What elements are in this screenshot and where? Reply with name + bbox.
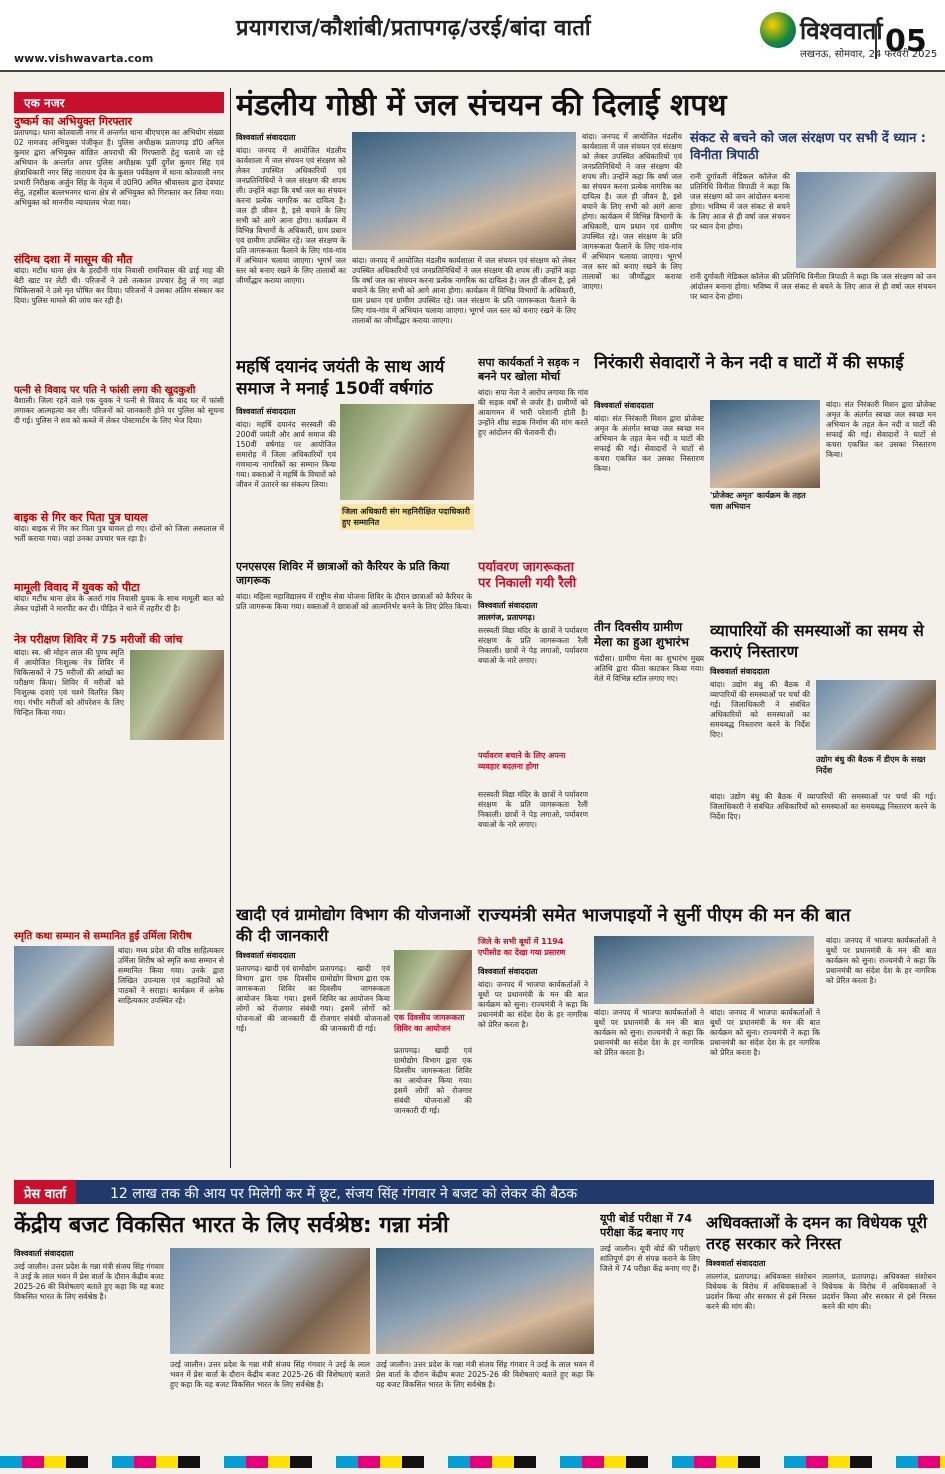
sidebox-text-2: रानी दुर्गावती मेडिकल कॉलेज की प्रतिनिधि विनीता त्रिपाठी ने कहा कि जल संरक्षण को जन आंदोलन बनाना होगा। भविष्य में जल संकट से बचने के लिए आज से ही वर्षा जल संचयन पर ध्यान देना होगा। bbox=[690, 272, 936, 301]
press-photo-2 bbox=[376, 1248, 594, 1354]
mannkibaat-headline: राज्यमंत्री समेत भाजपाइयों ने सुनीं पीएम की मन की बात bbox=[478, 905, 851, 926]
edition-title: प्रयागराज/कौशांबी/प्रतापगढ़/उरई/बांदा वार्ता bbox=[236, 16, 591, 41]
lead-headline: मंडलीय गोष्ठी में जल संचयन की दिलाई शपथ bbox=[236, 88, 727, 123]
ncc-headline: एनएसएस शिविर में छात्राओं को कैरियर के प्रति किया जागरूक bbox=[236, 560, 450, 587]
lead-text: बांदा। जनपद में आयोजित मंडलीय कार्यशाला में जल संचयन एवं संरक्षण को लेकर उपस्थित अधिकारियों एवं जनप्रतिनिधियों ने जल संरक्षण की शपथ ली। उन्होंने कहा कि वर्षा जल का संचयन करना प्रत्येक नागरिक का दायित्व है। जल ही जीवन है, इसे बचाने के लिए सभी को आगे आना होगा। कार्यक्रम में विभिन्न विभागों के अधिकारी, ग्राम प्रधान एवं ग्रामीण उपस्थित रहे। जल संरक्षण के प्रति जागरूकता फैलाने के लिए गांव-गांव में अभियान चलाया जाएगा। भूगर्भ जल स्तर को बनाए रखने के लिए तालाबों का जीर्णोद्धार कराया जाएगा। bbox=[236, 146, 346, 285]
mannkibaat-sub: जिले के सभी बूथों में 1194 एपीसोड का देखा गया प्रसारण bbox=[478, 937, 566, 957]
registration-color-strip bbox=[0, 1456, 945, 1468]
section-label: एक नजर bbox=[14, 92, 224, 113]
lead-byline: विश्ववार्ता संवाददाता bbox=[236, 133, 296, 142]
rally-text: सरस्वती विद्या मंदिर के छात्रों ने पर्यावरण संरक्षण के प्रति जागरूकता रैली निकाली। छात्रों ने पेड़ लगाओ, पर्यावरण बचाओ के नारे लगाए। bbox=[478, 626, 588, 665]
ncc-text: बांदा। महिला महाविद्यालय में राष्ट्रीय सेवा योजना शिविर के दौरान छात्राओं को कैरियर के प्रति जागरूक किया गया। वक्ताओं ने छात्राओं को आत्मनिर्भर बनने के लिए प्रेरित किया। bbox=[236, 592, 472, 611]
vyapari-text-2: बांदा। उद्योग बंधु की बैठक में व्यापारियों की समस्याओं पर चर्चा की गई। जिलाधिकारी ने संबंधित अधिकारियों को समस्याओं का समयबद्ध निस्तारण करने के निर्देश दिए। bbox=[710, 792, 936, 821]
sidebar-story-title: दुष्कर्म का अभियुक्त गिरफ्तार bbox=[14, 115, 132, 128]
arya-byline: विश्ववार्ता संवाददाता bbox=[236, 407, 296, 416]
sidebar-story-text: प्रतापगढ़। थाना कोतवाली नगर में अन्तर्गत थाना बीएचएस का अभियोग संख्या 02 नामजद अभियुक्त पंजीकृत है। पुलिस अधीक्षक प्रतापगढ़ डॉ0 अनिल कुमार द्वारा अभियुक्त वांछित अपराधी की गिरफ्तारी हेतु चलाये जा रहे अभियान के अन्तर्गत अपर पुलिस अधीक्षक पूर्वी दुर्गेश कुमार सिंह एवं क्षेत्राधिकारी नगर सिंह नारायण देव के कुशल पर्यवेक्षण में थाना कोतवाली नगर प्रभारी निरीक्षक अर्जुन सिंह के नेतृत्व में उ0नि0 अमित श्रीवास्तव द्वारा देवघाट सेतु, तहसील बल्लभनगर थाना क्षेत्र से अभियुक्त को गिरफ्तार कर लिया गया। अभियुक्त को माननीय न्यायालय भेजा गया। bbox=[14, 128, 224, 207]
eye-camp-photo bbox=[130, 650, 224, 740]
sidebar-story-text: बांदा। मटौंध थाना क्षेत्र के हरदौनी गांव निवासी रामनिवास की ढाई माह की बेटी खाट पर लेटी थी। परिजनों ने उसे तत्काल उपचार हेतु ले गए जहां चिकित्सकों ने उसे मृत घोषित कर दिया। परिजनों ने उसका अंतिम संस्कार कर दिया। पुलिस मामले की जांच कर रही है। bbox=[14, 266, 224, 305]
road-headline: सपा कार्यकर्ता ने सड़क न बनने पर खोला मोर्चा bbox=[478, 356, 580, 383]
press-strap: 12 लाख तक की आय पर मिलेगी कर में छूट, संजय सिंह गंगवार ने बजट को लेकर की बैठक bbox=[110, 1186, 578, 1202]
mannkibaat-text-2: बांदा। जनपद में भाजपा कार्यकर्ताओं ने बूथों पर प्रधानमंत्री के मन की बात कार्यक्रम को सुना। राज्यमंत्री ने कहा कि प्रधानमंत्री का संदेश देश के हर नागरिक को प्रेरित करता है। bbox=[594, 1008, 704, 1057]
adhivakta-byline: विश्ववार्ता संवाददाता bbox=[706, 1259, 766, 1268]
nirankari-caption: 'प्रोजेक्ट अमृत' कार्यक्रम के तहत चला अभियान bbox=[710, 491, 806, 511]
upboard-headline: यूपी बोर्ड परीक्षा में 74 परीक्षा केंद्र बनाए गए bbox=[600, 1212, 693, 1239]
sidebar-story-title: बाइक से गिर कर पिता पुत्र घायल bbox=[14, 511, 148, 524]
page-number: 05 bbox=[875, 24, 927, 59]
sidebar-story-title: स्मृति कथा सम्मान से सम्मानित हुईं उर्मिला शिरीष bbox=[14, 931, 192, 942]
vyapari-text: बांदा। उद्योग बंधु की बैठक में व्यापारियों की समस्याओं पर चर्चा की गई। जिलाधिकारी ने संबंधित अधिकारियों को समस्याओं का समयबद्ध निस्तारण करने के निर्देश दिए। bbox=[710, 680, 810, 739]
mannkibaat-text-4: बांदा। जनपद में भाजपा कार्यकर्ताओं ने बूथों पर प्रधानमंत्री के मन की बात कार्यक्रम को सुना। राज्यमंत्री ने कहा कि प्रधानमंत्री का संदेश देश के हर नागरिक को प्रेरित करता है। bbox=[826, 936, 936, 985]
lead-photo bbox=[352, 132, 576, 250]
rally-text-2: सरस्वती विद्या मंदिर के छात्रों ने पर्यावरण संरक्षण के प्रति जागरूकता रैली निकाली। छात्रों ने पेड़ लगाओ, पर्यावरण बचाओ के नारे लगाए। bbox=[478, 790, 588, 829]
dateline: लखनऊ, सोमवार, 24 फरवरी 2025 bbox=[800, 49, 938, 60]
press-photo bbox=[170, 1248, 370, 1354]
rally-dateline: लालगंज, प्रतापगढ़। bbox=[478, 613, 535, 622]
sidebar-story-title: पत्नी से विवाद पर पति ने फांसी लगा की खुदकुशी bbox=[14, 385, 196, 396]
adhivakta-text-2: लालगंज, प्रतापगढ़। अधिवक्ता संशोधन विधेयक के विरोध में अधिवक्ताओं ने प्रदर्शन किया और सरकार से इसे निरस्त करने की मांग की। bbox=[822, 1272, 936, 1311]
vyapari-byline: विश्ववार्ता संवाददाता bbox=[710, 667, 770, 676]
khadi-text-3: प्रतापगढ़। खादी एवं ग्रामोद्योग विभाग द्वारा एक दिवसीय जागरूकता शिविर का आयोजन किया गया। इसमें लोगों को रोजगार संबंधी योजनाओं की जानकारी दी गई। bbox=[394, 1046, 472, 1115]
press-text-2: उरई जालौन। उत्तर प्रदेश के गन्ना मंत्री संजय सिंह गंगवार ने उरई के लाल भवन में प्रेस वार्ता के दौरान केंद्रीय बजट 2025-26 की विशेषताएं बताते हुए कहा कि यह बजट विकसित भारत के लिए सर्वश्रेष्ठ है। bbox=[170, 1360, 370, 1389]
brand-name: विश्ववार्ता bbox=[800, 17, 883, 45]
mannkibaat-text-3: बांदा। जनपद में भाजपा कार्यकर्ताओं ने बूथों पर प्रधानमंत्री के मन की बात कार्यक्रम को सुना। राज्यमंत्री ने कहा कि प्रधानमंत्री का संदेश देश के हर नागरिक को प्रेरित करता है। bbox=[710, 1008, 820, 1057]
arya-photo bbox=[340, 404, 474, 500]
arya-text: बांदा। महर्षि दयानंद सरस्वती की 200वीं जयंती और आर्य समाज की 150वीं वर्षगांठ पर आयोजित समारोह में जिला अधिकारियों एवं गणमान्य नागरिकों का सम्मान किया गया। वक्ताओं ने महर्षि के विचारों को जीवन में उतारने का संकल्प लिया। bbox=[236, 420, 336, 489]
sidebox-photo bbox=[796, 172, 936, 268]
road-text: बांदा। सपा नेता ने आरोप लगाया कि गांव की सड़क वर्षों से जर्जर है। ग्रामीणों को आवागमन में भारी परेशानी होती है। उन्होंने शीघ्र सड़क निर्माण की मांग करते हुए आंदोलन की चेतावनी दी। bbox=[478, 388, 588, 437]
arya-headline: महर्षि दयानंद जयंती के साथ आर्य समाज ने मनाई 150वीं वर्षगांठ bbox=[236, 357, 445, 399]
vyapari-headline: व्यापारियों की समस्याओं का समय से कराएं निस्तारण bbox=[710, 621, 924, 661]
press-headline: केंद्रीय बजट विकसित भारत के लिए सर्वश्रेष्ठ: गन्ना मंत्री bbox=[14, 1213, 449, 1238]
sidebar-story-text: बैशाली। जिला रहने वाले एक युवक ने पत्नी से विवाद के बाद घर में फांसी लगाकर आत्महत्या कर ली। परिजनों को जानकारी होने पर पुलिस को सूचना दी गई। पुलिस ने शव को कब्जे में लेकर पोस्टमार्टम के लिए भेज दिया। bbox=[14, 396, 224, 425]
rally-quote: पर्यावरण बचाने के लिए अपना व्यवहार बदलना होगा bbox=[478, 751, 566, 771]
sidebar-story-title: नेत्र परीक्षण शिविर में 75 मरीजों की जांच bbox=[14, 633, 183, 646]
sidebar-story-title: संदिग्ध दशा में मासूम की मौत bbox=[14, 253, 133, 266]
lead-text-3: बांदा। जनपद में आयोजित मंडलीय कार्यशाला में जल संचयन एवं संरक्षण को लेकर उपस्थित अधिकारियों एवं जनप्रतिनिधियों ने जल संरक्षण की शपथ ली। उन्होंने कहा कि वर्षा जल का संचयन करना प्रत्येक नागरिक का दायित्व है। जल ही जीवन है, इसे बचाने के लिए सभी को आगे आना होगा। कार्यक्रम में विभिन्न विभागों के अधिकारी, ग्राम प्रधान एवं ग्रामीण उपस्थित रहे। जल संरक्षण के प्रति जागरूकता फैलाने के लिए गांव-गांव में अभियान चलाया जाएगा। भूगर्भ जल स्तर को बनाए रखने के लिए तालाबों का जीर्णोद्धार कराया जाएगा। bbox=[582, 132, 682, 291]
mannkibaat-photo bbox=[594, 936, 814, 1004]
mannkibaat-byline: विश्ववार्ता संवाददाता bbox=[478, 967, 538, 976]
nirankari-photo bbox=[710, 400, 820, 488]
sidebox-text: रानी दुर्गावती मेडिकल कॉलेज की प्रतिनिधि विनीता त्रिपाठी ने कहा कि जल संरक्षण को जन आंदोलन बनाना होगा। भविष्य में जल संकट से बचने के लिए आज से ही वर्षा जल संचयन पर ध्यान देना होगा। bbox=[690, 172, 790, 231]
khadi-text: प्रतापगढ़। खादी एवं ग्रामोद्योग विभाग द्वारा एक दिवसीय जागरूकता शिविर का आयोजन किया गया। इसमें लोगों को रोजगार संबंधी योजनाओं की जानकारी दी गई। bbox=[236, 964, 316, 1033]
khadi-headline: खादी एवं ग्रामोद्योग विभाग की योजनाओं की दी जानकारी bbox=[236, 905, 471, 945]
press-text: उरई जालौन। उत्तर प्रदेश के गन्ना मंत्री संजय सिंह गंगवार ने उरई के लाल भवन में प्रेस वार्ता के दौरान केंद्रीय बजट 2025-26 की विशेषताएं बताते हुए कहा कि यह बजट विकसित भारत के लिए सर्वश्रेष्ठ है। bbox=[14, 1262, 164, 1301]
rally-byline: विश्ववार्ता संवाददाता bbox=[478, 601, 538, 610]
sidebar-story-text: बांदा। मटौंध थाना क्षेत्र के अतर्रा गांव निवासी युवक के साथ मामूली बात को लेकर पड़ोसी ने मारपीट कर दी। पीड़ित ने थाने में तहरीर दी है। bbox=[14, 594, 224, 613]
khadi-text-2: प्रतापगढ़। खादी एवं ग्रामोद्योग विभाग द्वारा एक दिवसीय जागरूकता शिविर का आयोजन किया गया। इसमें लोगों को रोजगार संबंधी योजनाओं की जानकारी दी गई। bbox=[320, 964, 390, 1033]
vyapari-caption: उद्योग बंधु की बैठक में डीएम के सख्त निर्देश bbox=[816, 755, 926, 775]
shivir-headline: तीन दिवसीय ग्रामीण मेला का हुआ शुभारंभ bbox=[594, 620, 689, 649]
sidebar-story-text: बांदा। स्व. श्री मोहन लाल की पुण्य स्मृति में आयोजित निःशुल्क नेत्र शिविर में चिकित्सकों ने 75 मरीजों की आंखों का परीक्षण किया। शिविर में मरीजों को निःशुल्क दवाएं एवं चश्मे वितरित किए गए। गंभीर मरीजों को ऑपरेशन के लिए चिन्हित किया गया। bbox=[14, 648, 124, 717]
rally-headline: पर्यावरण जागरूकता पर निकाली गयी रैली bbox=[478, 560, 577, 591]
site-url: www.vishwavarta.com bbox=[14, 52, 154, 65]
adhivakta-headline: अधिवक्ताओं के दमन का विधेयक पूरी तरह सरकार करे निरस्त bbox=[706, 1213, 928, 1253]
press-tag: प्रेस वार्ता bbox=[14, 1180, 76, 1204]
sidebar-story-title: मामूली विवाद में युवक को पीटा bbox=[14, 581, 140, 594]
sidebar-story-text: बांदा। बाइक से गिर कर पिता पुत्र घायल हो गए। दोनों को जिला अस्पताल में भर्ती कराया गया। जहां उनका उपचार चल रहा है। bbox=[14, 524, 224, 543]
nirankari-text: बांदा। संत निरंकारी मिशन द्वारा प्रोजेक्ट अमृत के अंतर्गत स्वच्छ जल स्वच्छ मन अभियान के तहत केन नदी व घाटों की सफाई की गई। सेवादारों ने घाटों से कचरा एकत्रित कर उसका निस्तारण किया। bbox=[594, 414, 704, 473]
award-photo bbox=[14, 946, 114, 1046]
upboard-text: उरई जालौन। यूपी बोर्ड की परीक्षाएं शांतिपूर्ण ढंग से संपन्न कराने के लिए जिले में 74 परीक्षा केंद्र बनाए गए हैं। bbox=[600, 1244, 700, 1273]
press-byline: विश्ववार्ता संवाददाता bbox=[14, 1249, 74, 1258]
khadi-caption: एक दिवसीय जागरूकता शिविर का आयोजन bbox=[394, 1013, 465, 1033]
nirankari-byline: विश्ववार्ता संवाददाता bbox=[594, 401, 654, 410]
globe-logo-icon bbox=[760, 12, 796, 48]
khadi-byline: विश्ववार्ता संवाददाता bbox=[236, 951, 296, 960]
column-rule bbox=[230, 88, 231, 1168]
vyapari-photo bbox=[816, 680, 936, 750]
shivir-text: चंदौसा। ग्रामीण मेला का शुभारंभ मुख्य अतिथि द्वारा फीता काटकर किया गया। मेले में विभिन्न स्टॉल लगाए गए। bbox=[594, 654, 704, 683]
press-text-3: उरई जालौन। उत्तर प्रदेश के गन्ना मंत्री संजय सिंह गंगवार ने उरई के लाल भवन में प्रेस वार्ता के दौरान केंद्रीय बजट 2025-26 की विशेषताएं बताते हुए कहा कि यह बजट विकसित भारत के लिए सर्वश्रेष्ठ है। bbox=[376, 1360, 594, 1389]
sidebox-headline: संकट से बचने को जल संरक्षण पर सभी दें ध्यान : विनीता त्रिपाठी bbox=[690, 131, 927, 163]
nirankari-headline: निरंकारी सेवादारों ने केन नदी व घाटों में की सफाई bbox=[594, 353, 904, 373]
sidebar-story-text: बांदा। मध्य प्रदेश की वरिष्ठ साहित्यकार उर्मिला शिरीष को स्मृति कथा सम्मान से सम्मानित किया गया। उनके द्वारा लिखित उपन्यास एवं कहानियों को पाठकों ने सराहा। कार्यक्रम में अनेक साहित्यकार उपस्थित रहे। bbox=[118, 946, 224, 1005]
adhivakta-text: लालगंज, प्रतापगढ़। अधिवक्ता संशोधन विधेयक के विरोध में अधिवक्ताओं ने प्रदर्शन किया और सरकार से इसे निरस्त करने की मांग की। bbox=[706, 1272, 816, 1311]
nirankari-text-2: बांदा। संत निरंकारी मिशन द्वारा प्रोजेक्ट अमृत के अंतर्गत स्वच्छ जल स्वच्छ मन अभियान के तहत केन नदी व घाटों की सफाई की गई। सेवादारों ने घाटों से कचरा एकत्रित कर उसका निस्तारण किया। bbox=[826, 400, 936, 459]
mannkibaat-text: बांदा। जनपद में भाजपा कार्यकर्ताओं ने बूथों पर प्रधानमंत्री के मन की बात कार्यक्रम को सुना। राज्यमंत्री ने कहा कि प्रधानमंत्री का संदेश देश के हर नागरिक को प्रेरित करता है। bbox=[478, 980, 588, 1029]
arya-caption: जिला अधिकारी संग महनिरीक्षित पदाधिकारी हुए सम्मानित bbox=[340, 504, 474, 530]
lead-text-2: बांदा। जनपद में आयोजित मंडलीय कार्यशाला में जल संचयन एवं संरक्षण को लेकर उपस्थित अधिकारियों एवं जनप्रतिनिधियों ने जल संरक्षण की शपथ ली। उन्होंने कहा कि वर्षा जल का संचयन करना प्रत्येक नागरिक का दायित्व है। जल ही जीवन है, इसे बचाने के लिए सभी को आगे आना होगा। कार्यक्रम में विभिन्न विभागों के अधिकारी, ग्राम प्रधान एवं ग्रामीण उपस्थित रहे। जल संरक्षण के प्रति जागरूकता फैलाने के लिए गांव-गांव में अभियान चलाया जाएगा। भूगर्भ जल स्तर को बनाए रखने के लिए तालाबों का जीर्णोद्धार कराया जाएगा। bbox=[352, 256, 576, 325]
khadi-photo bbox=[394, 950, 472, 1010]
